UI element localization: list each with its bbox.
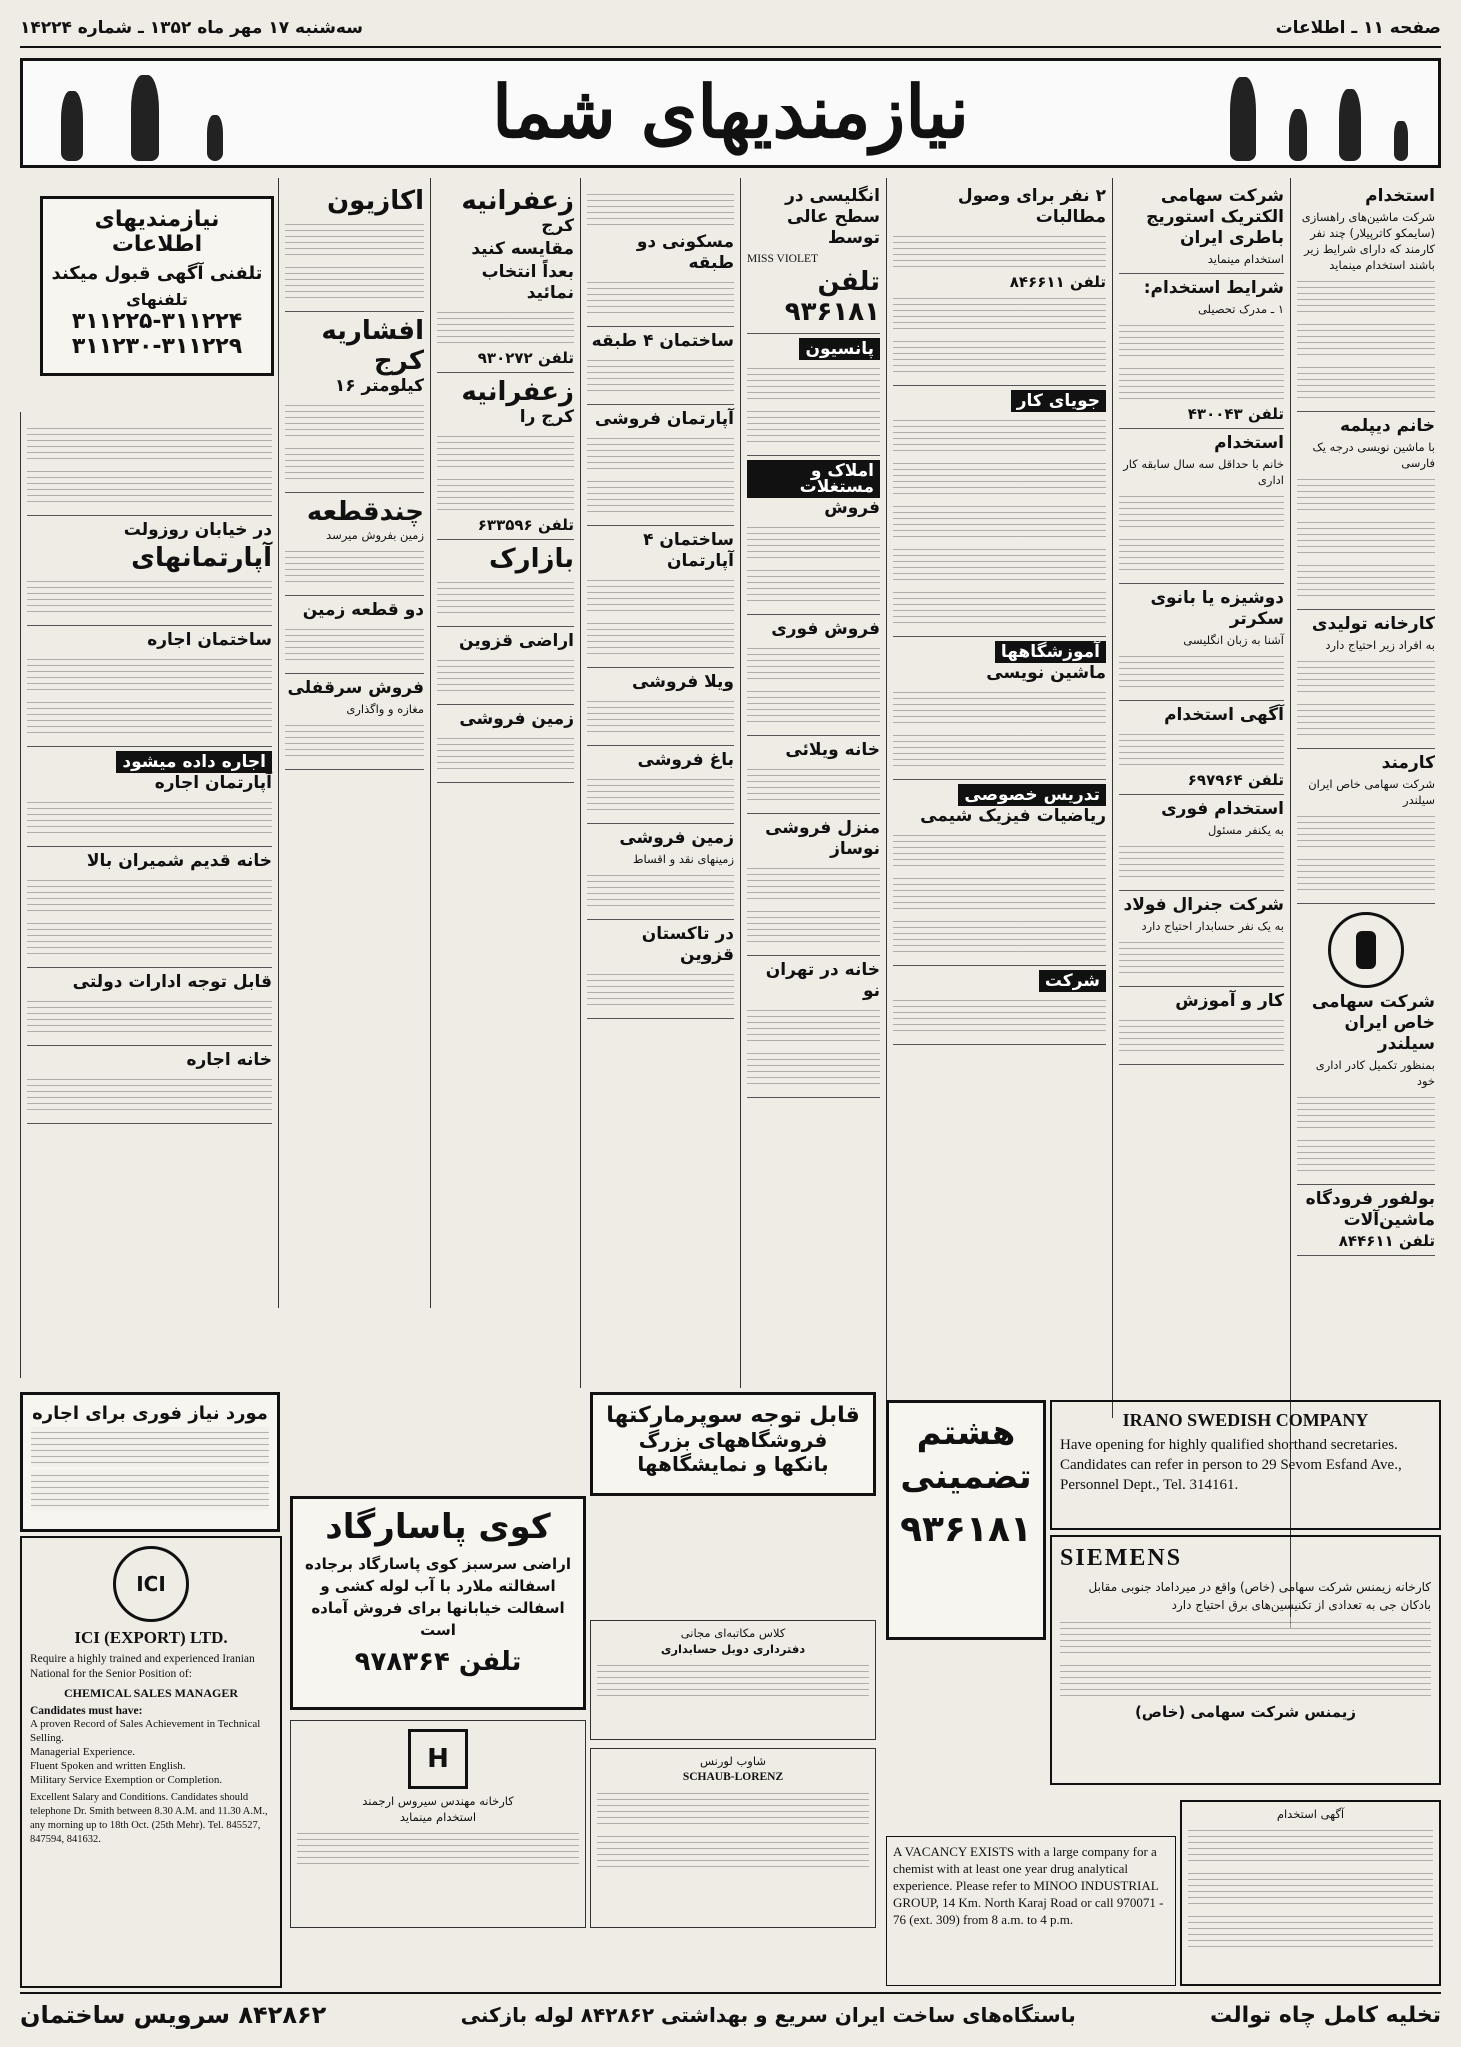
list-item: در خیابان روزولت آپارتمانهای bbox=[27, 516, 272, 626]
list-item: آپارتمان فروشی bbox=[587, 405, 734, 526]
list-item: آموزشگاهها ماشین نویسی bbox=[893, 637, 1106, 780]
list-item: زمین فروشی زمینهای نقد و اقساط bbox=[587, 824, 734, 920]
list-item: شرکت سهامی الکتریک استوریج باطری ایران استخدام مینماید bbox=[1119, 182, 1284, 274]
list-item: خانم دیپلمه با ماشین نویسی درجه یک فارسی bbox=[1297, 412, 1435, 610]
issue-date: سه‌شنبه ۱۷ مهر ماه ۱۳۵۲ ـ شماره ۱۴۲۲۴ bbox=[20, 18, 363, 38]
list-item: خانه در تهران نو bbox=[747, 956, 880, 1098]
bottom-ad-bar: تخلیه کامل چاه توالت باستگاه‌های ساخت ایران سریع و بهداشتی ۸۴۲۸۶۲ لوله بازکنی ۸۴۲۸۶۲ سرویس ساختمان bbox=[20, 1992, 1441, 2036]
list-item: خانه قدیم شمیران بالا bbox=[27, 847, 272, 968]
list-item: قابل توجه ادارات دولتی bbox=[27, 968, 272, 1046]
family-illustration bbox=[1214, 67, 1424, 161]
list-item: دو قطعه زمین bbox=[285, 596, 424, 674]
list-item: بازارک bbox=[437, 540, 574, 627]
page-header bbox=[20, 10, 1441, 48]
irano-swedish-ad: IRANO SWEDISH COMPANY Have opening for highly qualified shorthand secretaries. Candidates can refer in person to 29 Sevom Esfand Ave., Personnel Dept., Tel. 314161. bbox=[1050, 1400, 1441, 1530]
list-item: شرکت سهامی خاص ایران سیلندر بمنظور تکمیل کادر اداری خود bbox=[1297, 904, 1435, 1185]
list-item: اراضی قزوین bbox=[437, 627, 574, 705]
list-item: کار و آموزش bbox=[1119, 987, 1284, 1065]
list-item: استخدام شرکت ماشین‌های راهسازی (سایمکو کاترپیلار) چند نفر کارمند که دارای شرایط زیر باشند استخدام مینماید bbox=[1297, 182, 1435, 412]
list-item: دوشیزه یا بانوی سکرتر آشنا به زبان انگلیسی bbox=[1119, 584, 1284, 701]
hashtom-ad: هشتم تضمینی ۹۳۶۱۸۱ bbox=[886, 1400, 1046, 1640]
list-item: در تاکستان قزوین bbox=[587, 920, 734, 1019]
ici-ad: ICI ICI (EXPORT) LTD. Require a highly trained and experienced Iranian National for the Senior Position of: CHEMICAL SALES MANAGER Candidates must have: A proven Record of Sales Achievement in Technical Selling. Managerial Experience. Fluent Spoken and written English. Military Service Exemption or Completion. Excellent Salary and Conditions. Candidates should telephone Dr. Smith between 8.30 A.M. and 11.30 A.M., any morning up to 18th Oct. (25th Mehr). Tel. 845527, 847594, 841632. bbox=[20, 1536, 282, 1988]
supermarket-ad: قابل توجه سوپرمارکتها فروشگاههای بزرگ بانکها و نمایشگاهها bbox=[590, 1392, 876, 1496]
list-item: زمین فروشی bbox=[437, 705, 574, 783]
page-label: صفحه ۱۱ ـ اطلاعات bbox=[1275, 18, 1441, 38]
column-4 bbox=[740, 178, 886, 1388]
list-item: ساختمان ۴ آپارتمان bbox=[587, 526, 734, 668]
list-item: افشاریه کرج کیلومتر ۱۶ bbox=[285, 312, 424, 493]
list-item: ساختمان اجاره bbox=[27, 626, 272, 747]
list-item bbox=[27, 416, 272, 516]
list-item: املاک و مستغلات فروش bbox=[747, 456, 880, 615]
cylinder-logo-icon bbox=[1328, 912, 1404, 988]
column-3 bbox=[886, 178, 1112, 1418]
list-item: ۲ نفر برای وصول مطالبات تلفن ۸۴۶۶۱۱ bbox=[893, 182, 1106, 386]
list-item: شرکت bbox=[893, 966, 1106, 1045]
list-item: ساختمان ۴ طبقه bbox=[587, 327, 734, 405]
list-item: منزل فروشی نوساز bbox=[747, 814, 880, 956]
list-item: مسکونی دو طبقه bbox=[587, 182, 734, 327]
factory-logo-icon: H bbox=[408, 1729, 468, 1789]
vacancy-ad: A VACANCY EXISTS with a large company for a chemist with at least one year drug analytical experience. Please refer to MINOO INDUSTRIAL GROUP, 14 Km. North Karaj Road or call 970071 - 76 (ext. 309) from 8 a.m. to 4 p.m. bbox=[886, 1836, 1176, 1986]
column-8 bbox=[20, 412, 278, 1378]
sirous-ad: H کارخانه مهندس سیروس ارجمند استخدام مینماید bbox=[290, 1720, 586, 1928]
classes-ad: کلاس مکاتبه‌ای مجانی دفترداری دوبل حسابداری bbox=[590, 1620, 876, 1740]
list-item: پانسیون bbox=[747, 334, 880, 456]
list-item: فروش فوری bbox=[747, 615, 880, 736]
list-item: بولفور فرودگاه ماشین‌آلات تلفن ۸۴۴۶۱۱ bbox=[1297, 1185, 1435, 1256]
list-item: کارمند شرکت سهامی خاص ایران سیلندر bbox=[1297, 749, 1435, 904]
banner-title: نیازمندیهای شما bbox=[491, 69, 970, 154]
family-illustration bbox=[37, 67, 247, 161]
list-item: جویای کار bbox=[893, 386, 1106, 637]
list-item: باغ فروشی bbox=[587, 746, 734, 824]
rent-ad: مورد نیاز فوری برای اجاره bbox=[20, 1392, 280, 1532]
list-item: استخدام فوری به یکنفر مسئول bbox=[1119, 795, 1284, 891]
list-item: شرکت جنرال فولاد به یک نفر حسابدار احتیاج دارد bbox=[1119, 891, 1284, 987]
section-banner bbox=[20, 58, 1441, 168]
list-item: خانه اجاره bbox=[27, 1046, 272, 1124]
list-item: زعفرانیه کرج را تلفن ۶۳۳۵۹۶ bbox=[437, 373, 574, 540]
column-6 bbox=[430, 178, 580, 1308]
list-item: زعفرانیه کرج مقایسه کنید بعداً انتخاب نمائید تلفن ۹۳۰۲۷۲ bbox=[437, 182, 574, 373]
list-item: شرایط استخدام: ۱ ـ مدرک تحصیلی تلفن ۴۳۰۰۴۳ bbox=[1119, 274, 1284, 429]
list-item: استخدام خانم با حداقل سه سال سابقه کار اداری bbox=[1119, 429, 1284, 584]
list-item: آگهی استخدام تلفن ۶۹۷۹۶۴ bbox=[1119, 701, 1284, 795]
employment-ad: آگهی استخدام bbox=[1180, 1800, 1441, 1986]
list-item: تدریس خصوصی ریاضیات فیزیک شیمی bbox=[893, 780, 1106, 966]
column-7 bbox=[278, 178, 430, 1308]
list-item: چندقطعه زمین بفروش میرسد bbox=[285, 493, 424, 596]
column-5 bbox=[580, 178, 740, 1388]
list-item: اجاره داده میشود آپارتمان اجاره bbox=[27, 747, 272, 847]
list-item: خانه ویلائی bbox=[747, 736, 880, 814]
list-item: کارخانه تولیدی به افراد زیر احتیاج دارد bbox=[1297, 610, 1435, 749]
list-item: انگلیسی در سطح عالی توسط MISS VIOLET تلفن ۹۳۶۱۸۱ bbox=[747, 182, 880, 334]
column-2 bbox=[1112, 178, 1290, 1418]
promo-box: نیازمندیهای اطلاعات تلفنی آگهی قبول میکند تلفنهای ۳۱۱۲۲۵-۳۱۱۲۲۴ ۳۱۱۲۳۰-۳۱۱۲۲۹ bbox=[40, 196, 274, 376]
list-item: فروش سرقفلی مغازه و واگذاری bbox=[285, 674, 424, 770]
ici-logo-icon: ICI bbox=[113, 1546, 189, 1622]
schaub-lorenz-ad: شاوب لورنس SCHAUB-LORENZ bbox=[590, 1748, 876, 1928]
list-item: اکازیون bbox=[285, 182, 424, 312]
list-item: ویلا فروشی bbox=[587, 668, 734, 746]
siemens-ad: SIEMENS کارخانه زیمنس شرکت سهامی (خاص) واقع در میرداماد جنوبی مقابل بادکان جی به تعدادی از تکنیسین‌های برق احتیاج دارد زیمنس شرکت سهامی (خاص) bbox=[1050, 1535, 1441, 1785]
pasargad-ad: کوی پاسارگاد اراضی سرسبز کوی پاسارگاد برجاده اسفالته ملارد با آب لوله کشی و اسفالت خیابانها برای فروش آماده است تلفن ۹۷۸۳۶۴ bbox=[290, 1496, 586, 1710]
